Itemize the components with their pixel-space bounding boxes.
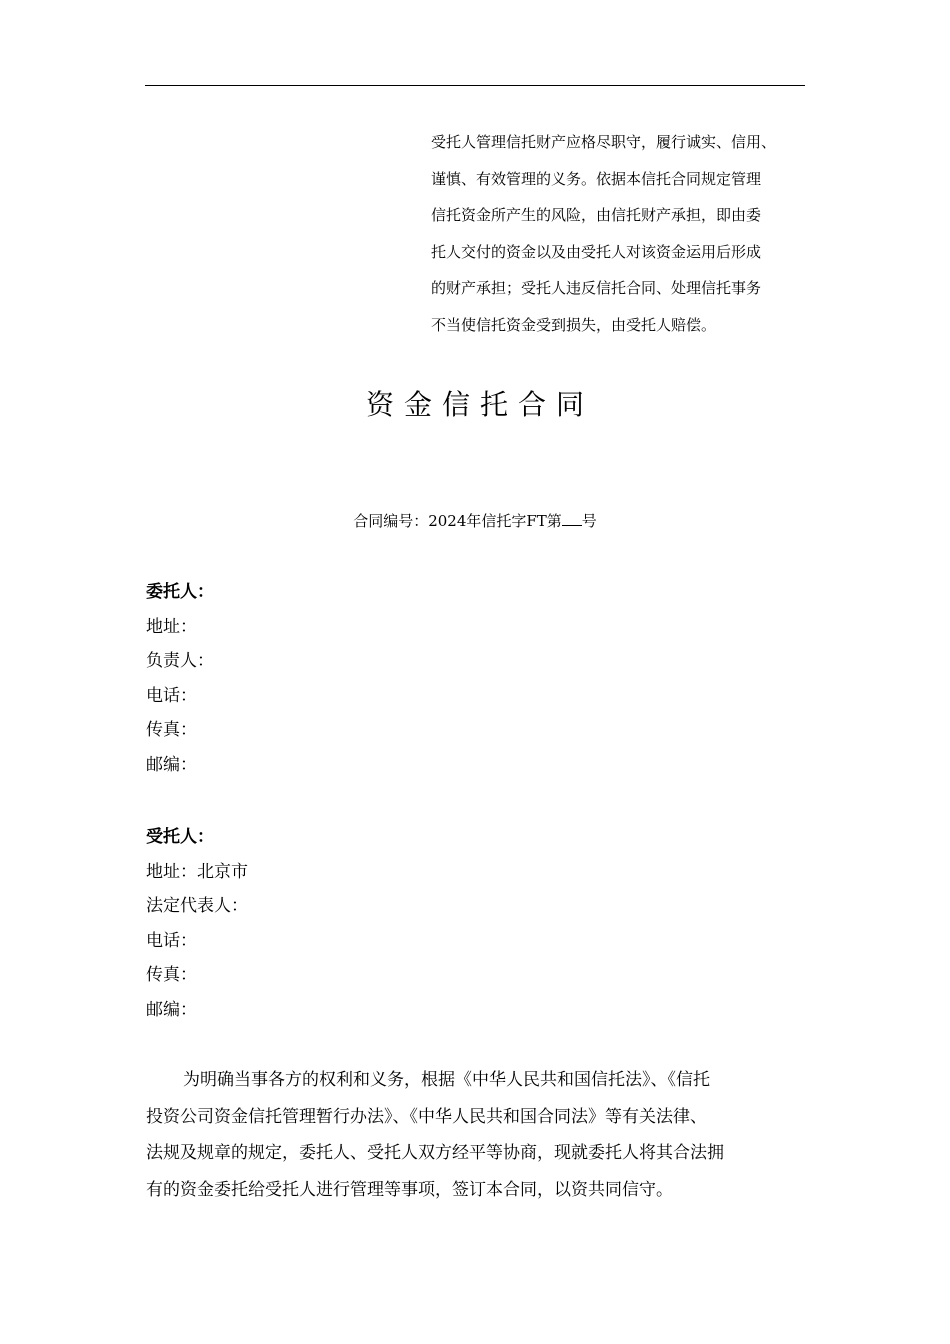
preamble-paragraph	[146, 1062, 806, 1208]
trustee-fax: 传真：	[146, 965, 197, 986]
entrustor-fax: 传真：	[146, 720, 197, 741]
trustee-heading: 受托人：	[146, 827, 214, 847]
notice-line: 信托资金所产生的风险，由信托财产承担，即由委	[431, 206, 762, 224]
document-title: 资金信托合同	[365, 388, 594, 421]
preamble-line: 投资公司资金信托管理暂行办法》、《中华人民共和国合同法》等有关法律、	[146, 1106, 707, 1127]
trustee-address: 地址：北京市	[146, 861, 248, 882]
trustee-postcode: 邮编：	[146, 999, 197, 1020]
notice-line: 托人交付的资金以及由受托人对该资金运用后形成	[431, 242, 762, 261]
risk-notice	[431, 124, 811, 343]
trustee-legal-representative: 法定代表人：	[146, 896, 248, 917]
header-rule	[145, 85, 805, 86]
contract-number-prefix: 合同编号：2024年信托字FT第	[353, 512, 562, 530]
entrustor-heading: 委托人：	[146, 582, 214, 602]
notice-line: 的财产承担；受托人违反信托合同、处理信托事务	[431, 279, 762, 297]
entrustor-postcode: 邮编：	[146, 754, 197, 775]
trustee-section	[146, 820, 546, 1028]
entrustor-phone: 电话：	[146, 685, 197, 706]
preamble-line: 有的资金委托给受托人进行管理等事项，签订本合同，以资共同信守。	[146, 1179, 673, 1200]
notice-line: 不当使信托资金受到损失，由受托人赔偿。	[431, 315, 717, 334]
contract-number	[0, 510, 950, 531]
notice-line: 受托人管理信托财产应格尽职守，履行诚实、信用、	[431, 133, 777, 151]
preamble-line: 法规及规章的规定，委托人、受托人双方经平等协商，现就委托人将其合法拥	[146, 1143, 724, 1163]
entrustor-person-in-charge: 负责人：	[146, 651, 214, 672]
contract-number-suffix: 号	[581, 512, 597, 530]
entrustor-address: 地址：	[146, 616, 197, 637]
entrustor-section	[146, 575, 546, 783]
contract-number-blank	[562, 511, 582, 526]
preamble-line: 为明确当事各方的权利和义务，根据《中华人民共和国信托法》、《信托	[183, 1070, 710, 1090]
trustee-phone: 电话：	[146, 930, 197, 951]
notice-line: 谨慎、有效管理的义务。依据本信托合同规定管理	[431, 169, 762, 188]
